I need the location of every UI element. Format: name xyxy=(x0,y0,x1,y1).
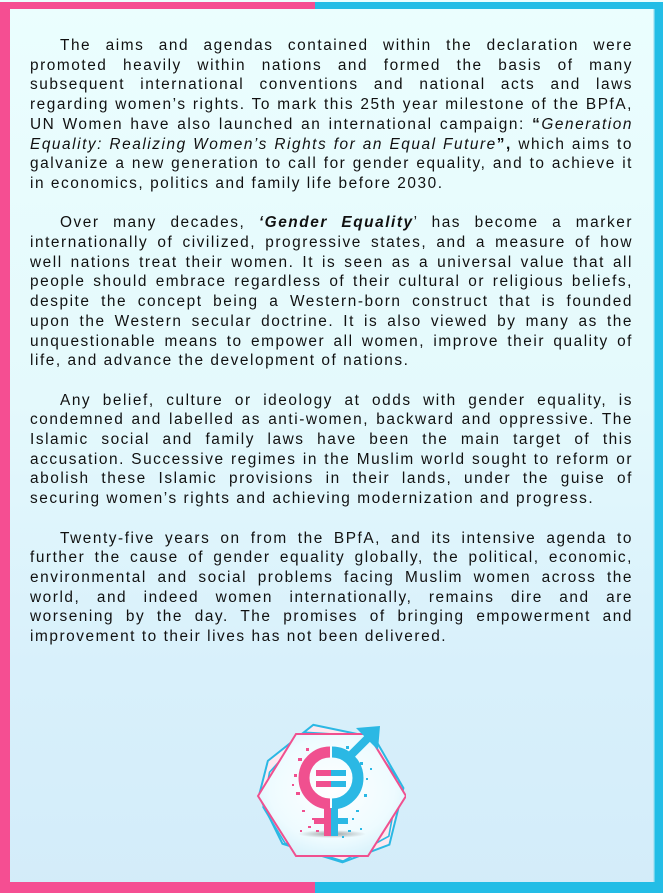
text-segment: ’ has become a marker internationally of civilized, progressive states, and a measure of how well nations treat their women. It is seen as a universal value that all people should embrace regardless of their cultural or religious beliefs, despite the concept being a Western-born construct that is founded upon the Western secular doctrine. It is also viewed by many as the unquestionable means to empower all women, improve their quality of life, and advance the development of nations. xyxy=(30,214,633,370)
border-top-pink xyxy=(0,2,315,9)
paragraph-4 xyxy=(30,529,633,647)
text-segment: The aims and agendas contained within the declaration were promoted heavily within nations and formed the basis of many subsequent international conventions and national acts and laws regarding women’s rights. To mark this 25th year milestone of the BPfA, UN Women have also launched an international campaign: xyxy=(30,37,633,133)
border-right-shadow xyxy=(653,9,655,882)
border-right-blue xyxy=(654,2,663,893)
text-segment: Twenty-five years on from the BPfA, and its intensive agenda to further the cause of gender equality globally, the political, economic, environmental and social problems facing Muslim women across the world, and indeed women internationally, remains dire and are worsening by the day. The promises of bringing empowerment and improvement to their lives has not been delivered. xyxy=(30,529,633,646)
close-quote: ”, xyxy=(496,135,512,153)
article-body xyxy=(30,36,633,666)
open-quote: “ xyxy=(532,115,542,133)
gender-equality-logo xyxy=(256,718,406,868)
gender-equality-term: ‘Gender Equality xyxy=(258,214,414,232)
border-bottom-blue xyxy=(315,882,663,893)
paragraph-2 xyxy=(30,213,633,371)
paragraph-3 xyxy=(30,391,633,509)
border-bottom-pink xyxy=(0,882,315,893)
text-segment: Any belief, culture or ideology at odds with gender equality, is condemned and labelled as anti-women, backward and oppressive. The Islamic social and family laws have been the main target of this accusation. Successive regimes in the Muslim world sought to reform or abolish these Islamic provisions in their lands, under the guise of securing women’s rights and achieving modernization and progress. xyxy=(30,391,633,508)
campaign-title: Generation Equality: Realizing Women’s Rights for an Equal Future xyxy=(30,115,633,153)
paragraph-1 xyxy=(30,36,633,194)
text-segment: Over many decades, xyxy=(60,214,259,232)
border-left-pink xyxy=(0,2,10,893)
text-segment: which aims to galvanize a new generation to call for gender equality, and to achieve it in economics, politics and family life before 2030. xyxy=(30,135,633,192)
border-top-blue xyxy=(315,2,663,9)
gender-equality-symbol-icon xyxy=(256,718,406,868)
